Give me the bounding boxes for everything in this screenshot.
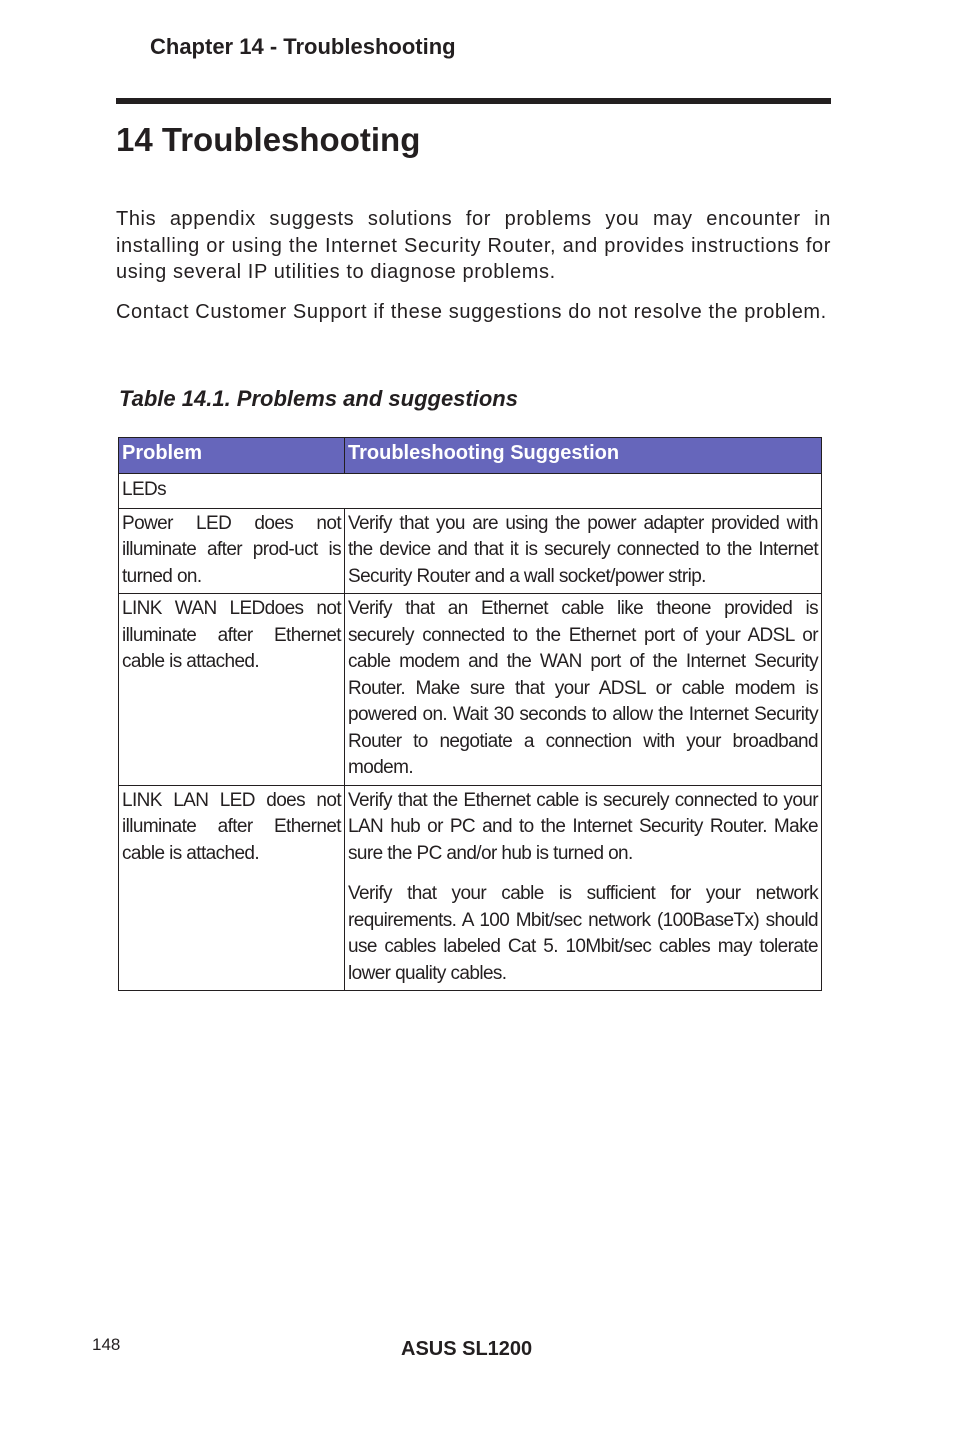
suggestion-text: Verify that you are using the power adapter provided with the device and that it is securely connected to the Internet Security Router and a wall socket/power strip. [348, 512, 818, 587]
problem-text: LINK LAN LED does not illuminate after Ethernet cable is attached. [122, 789, 341, 864]
table-row [119, 785, 822, 991]
problem-cell [119, 594, 345, 786]
suggestion-text: Verify that an Ethernet cable like theone provided is securely connected to the Ethernet port of your ADSL or cable modem and the WAN port of the Internet Security Router. Make sure that your ADSL or cable modem is powered on. Wait 30 seconds to allow the Internet Security Router to negotiate a connection with your broadband modem. [348, 598, 818, 778]
support-paragraph: Contact Customer Support if these suggestions do not resolve the problem. [116, 301, 827, 323]
header-rule [116, 98, 831, 104]
suggestion-text: Verify that your cable is sufficient for your network requirements. A 100 Mbit/sec network (100BaseTx) should use cables labeled Cat 5. 10Mbit/sec cables may tolerate lower quality cables. [348, 883, 818, 984]
table-row [119, 508, 822, 594]
chapter-title: 14 Troubleshooting [116, 121, 421, 158]
suggestion-cell [345, 594, 822, 786]
running-header: Chapter 14 - Troubleshooting [150, 34, 456, 59]
problem-text: LINK WAN LEDdoes not illuminate after Ethernet cable is attached. [122, 598, 341, 672]
problems-table [118, 437, 822, 991]
page-number: 148 [92, 1335, 121, 1354]
suggestion-cell [345, 785, 822, 991]
suggestion-text: Verify that the Ethernet cable is securely connected to your LAN hub or PC and to the Internet Security Router. Make sure the PC and/or hub is turned on. [348, 789, 818, 864]
intro-paragraph: This appendix suggests solutions for problems you may encounter in installing or using the Internet Security Router, and provides instructions for using several IP utilities to diagnose problems. [116, 208, 831, 283]
table-row [119, 594, 822, 786]
table-group-row [119, 474, 822, 509]
column-header-suggestion: Troubleshooting Suggestion [345, 438, 822, 474]
table-header-row [119, 438, 822, 474]
problem-text: Power LED does not illuminate after prod-uct is turned on. [122, 512, 341, 587]
footer-product-name: ASUS SL1200 [401, 1338, 533, 1360]
column-header-problem: Problem [119, 438, 345, 474]
group-label: LEDs [119, 474, 822, 509]
table-caption: Table 14.1. Problems and suggestions [119, 386, 518, 411]
problem-cell [119, 508, 345, 594]
problem-cell [119, 785, 345, 991]
suggestion-cell [345, 508, 822, 594]
